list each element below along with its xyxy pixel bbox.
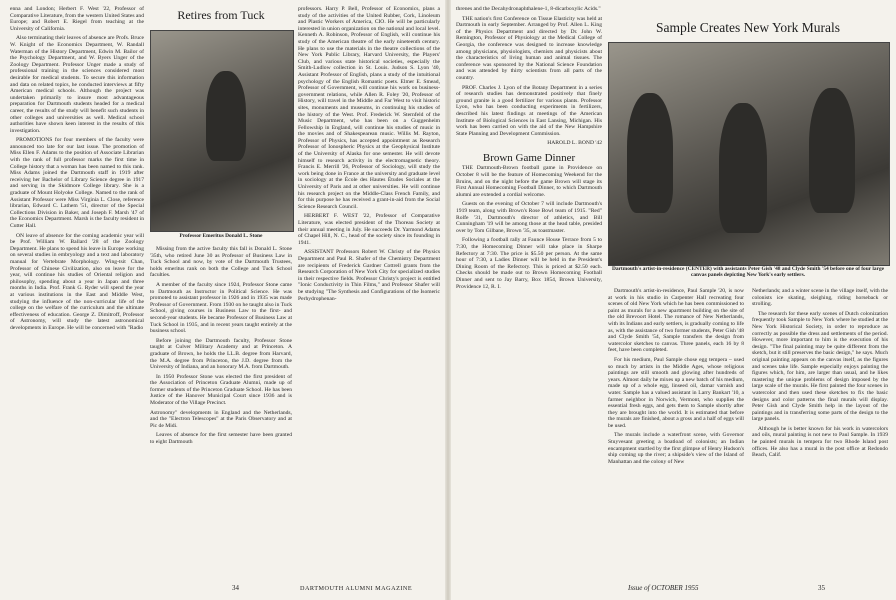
- murals-photo: [608, 42, 890, 266]
- paragraph: ASSISTANT Professors Robert W. Christy of the Physics Department and Paul R. Shafer of the Chemistry Department are recipients of Frederick Gardner Cottrell grants from the Research Corporation of New York City for specialized studies in their respective fields. Professor Christy's project is entitled "Ionic Conductivity in Thin Films," and Professor Shafer will be studying "The Synthesis and Configurations of the Isomeric Perhydrophenan-: [298, 249, 440, 302]
- stone-caption: Professor Emeritus Donald L. Stone: [179, 233, 263, 239]
- paragraph: Before joining the Dartmouth faculty, Professor Stone taught at Culver Military Academy and at Princeton. A graduate of Brown, he holds the LL.B. degree from Harvard, the M.A. degree from Princeton, the J.D. degree from the University of Indiana, and an honorary M.A. from Dartmouth.: [150, 337, 292, 371]
- figure-right: [809, 88, 855, 213]
- murals-caption: Dartmouth's artist-in-residence (CENTER) with assistants Peter Gish '48 and Clyde Smith '54 before one of four large canvas panels depicting New York's early settlers.: [611, 266, 885, 279]
- left-col-3: [298, 6, 440, 576]
- paragraph: Leaves of absence for the first semester have been granted to eight Dartmouth: [150, 432, 292, 446]
- paragraph: Also terminating their leaves of absence are Profs. Bruce W. Knight of the Economics Department, W. Randall Waterman of the History Department, Edwin M. Bailor of the Psychology Department, and W. Byers Unger of the Zoology Department. Professor Unger made a study of professional training in the sciences considered most desirable for medical students. To secure this information and data on related topics, he conducted interviews at fifty American medical schools. Although the project was undertaken primarily to insure most advantageous preparation for Dartmouth students headed for a medical career, the results of the study will benefit such students in other colleges and universities as well. Medical school authorities have shown keen interest in the results of this investigation.: [10, 35, 144, 134]
- left-page-number: 34: [232, 584, 239, 592]
- left-col-1: [10, 6, 144, 576]
- paragraph: The research for these early scenes of Dutch colonization frequently took Sample to New York where he studied at the New York Historical Society, in order to reproduce as correctly as possible the dress and settlements of the period. However, more important to him is the execution of his design. "The final painting may be quite different from the sketch, but it still preserves the basic design," he says. Much original painting appears on the canvas itself, as the figures and scenes take life. Sample especially enjoys painting the figures which, for him, are larger than usual, and he likes mastering the unique problems of design imposed by the large scale of the murals. He first painted the four scenes in watercolor and then used these sketches to fix the basic designs and color patterns the final murals will display. Peter Gish and Clyde Smith help in the layout of the paintings and in transferring some parts of the design to the large panels.: [752, 310, 888, 423]
- left-col-2: [150, 246, 292, 576]
- paragraph: PROMOTIONS for four members of the faculty were announced too late for our last issue. The promotion of Miss Ellen F. Adams to the position of Associate Librarian with the rank of full professor marks the first time in College history that a woman has been named to this rank. Miss Adams joined the Dartmouth staff in 1919 after receiving her Bachelor of Library Science degree in 1917 and serving in the Skidmore College library. She is a graduate of Mount Holyoke College. Named to the rank of Assistant Professor were Miss Virginia L. Close, reference librarian, Edward C. Lathem '51, director of the Special Collections Division in Baker, and Joseph F. Marsh '47 of the Economics Department. Marsh is the faculty resident in Cutter Hall.: [10, 137, 144, 229]
- retires-headline: Retires from Tuck: [177, 8, 265, 22]
- issue-date: Issue of OCTOBER 1955: [628, 584, 699, 592]
- sample-murals-headline: Sample Creates New York Murals: [655, 20, 841, 35]
- figure-left: [627, 93, 673, 213]
- author-signature: HAROLD L. BOND '42: [547, 140, 602, 147]
- brown-dinner-headline: Brown Game Dinner: [482, 151, 576, 164]
- paragraph: The murals include a waterfront scene, with Governor Stuyvesant greeting a boatload of colonists; an Indian encampment startled by the first glimpse of Henry Hudson's ship coming up the river; a shipside's view of the Island of Manhattan and the colony of New: [608, 432, 744, 465]
- stone-portrait-photo: [150, 30, 294, 232]
- magazine-name: DARTMOUTH ALUMNI MAGAZINE: [300, 585, 413, 592]
- right-page-number: 35: [818, 584, 825, 592]
- paragraph: threnes and the Decahydronaphthalene-1, 8-dicarboxylic Acids.": [456, 6, 601, 12]
- paragraph: Following a football rally at Faunce House Terrace from 5 to 7:30, the Homecoming Dinner will take place in Sharpe Refectory at 7:30. The price is $5.50 per person. At the same hour of 7:30, a Ladies Dinner will be held in the President's Dining Room of the Refectory. This is priced at $2.50 each. Checks should be made out to Brown Homecoming Football Dinner and sent to Jay Barry, Box 1854, Brown University, Providence 12, R. I.: [456, 237, 602, 290]
- right-page: [448, 0, 896, 600]
- paragraph: Guests on the evening of October 7 will include Dartmouth's 1919 team, along with Brown's Rose Bowl team of 1915. "Red" Rolfe '31, Dartmouth's director of athletics, and Bill Cunningham '19 will be among those at the head table, presided over by Tom Gilbane, Brown '35, as toastmaster.: [456, 201, 602, 234]
- right-col-2: [608, 288, 744, 576]
- paragraph: ON leave of absence for the coming academic year will be Prof. William W. Ballard '28 of the Zoology Department. He plans to spend his leave in Europe working on several studies in embryology and a text and laboratory manual for Vertebrate Morphology. Wing-tsit Chan, Professor of Chinese Civilization, also on leave for the year, will continue his studies of Oriental religion and philosophy, spending about a year in Japan and three months in India. Prof. Frank G. Ryder will spend the year at various institutions in the East and Middle West, studying the influence of the non-curricular life of the college on the welfare of the curriculum and the ultimate effectiveness of education. George Z. Dimitroff, Professor of Astronomy, will study the latest astronomical developments in Europe. He will be concerned with "Radio: [10, 232, 144, 331]
- paragraph: THE Dartmouth-Brown football game in Providence on October 8 will be the feature of Homecoming Weekend for the Bruins, and on the night before the game Brown will stage its First Annual Homecoming Football Dinner, to which Dartmouth alumni are extended a cordial welcome.: [456, 165, 602, 198]
- paragraph: THE nation's first Conference on Tissue Elasticity was held at Dartmouth in early September. Arranged by Prof. Allen L. King of the Physics Department and directed by Dr. John W. Remington, Professor of Physiology at the Medical College of Georgia, the conference was designed to increase knowledge among physicians, physiologists, chemists and physicists about the characteristics of living human and animal tissues. The conference was sponsored by the National Science Foundation and was attended by thirty scientists from all parts of the country.: [456, 15, 602, 81]
- paragraph: Missing from the active faculty this fall is Donald L. Stone '35th, who retired June 30 as Professor of Business Law in Tuck School and now, by vote of the Dartmouth Trustees, holds emeritus rank on both the College and Tuck School faculties.: [150, 246, 292, 279]
- portrait-figure: [206, 71, 246, 161]
- figure-center: [719, 103, 767, 233]
- right-col-1: [456, 6, 602, 576]
- paragraph: PROF. Charles J. Lyon of the Botany Department in a series of research studies has demonstrated positively that finely ground granite is a good fertilizer for various plants. Professor Lyon, who has been conducting experiments in fertilizers, described his latest findings at meetings of the American Institute of Biological Sciences in East Lansing, Michigan. His work has been carried on with the aid of the New Hampshire State Planning and Development Commission.: [456, 84, 602, 137]
- paragraph: professors. Harry P. Bell, Professor of Economics, plans a study of the activities of the United Rubber, Cork, Linoleum and Plastic Workers of America, CIO. He will be particularly interested in union organization on the national and local level. Kenneth A. Robinson, Professor of English, will continue his study of the American theatre of the early nineteenth century. He plans to use the materials in the theatre collections of the New York Public Library, Harvard University, the Players' Club, and various state historical societies, especially the Smith-Ludlow collection in St. Louis. Judson S. Lyon '40, Assistant Professor of English, plans a study of the intuitional psychology of the English Romantic poets. Elmer E. Smead, Professor of Government, will continue his work on business-government relations, while Allen R. Foley '20, Professor of History, will travel in the Middle and Far West to visit historic sites, monuments and museums, in continuing his studies of the history of the West. Prof. Frederick W. Sternfeld of the Music Department, who has been on a Guggenheim Fellowship in England, will continue his studies of music in the movies and of Shakespearean music. Willis M. Rayton, Professor of Physics, has accepted appointment as Research Professor of Ionospheric Physics at the Geophysical Institute of the University of Alaska for one semester. He will devote himself to research activity in the electromagnetic theory. Francis E. Merrill '26, Professor of Sociology, will study the work being done in France at the university and graduate level in sociology at the École des Hautes Études Sociales at the University of Paris and at other universities. He will continue his research project on the Middle-Class French Family, and for this purpose he has received a grant-in-aid from the Social Science Research Council.: [298, 6, 440, 210]
- paragraph: Netherlands; and a winter scene in the village itself, with the colonists ice skating, sleighing, riding horseback or strolling.: [752, 288, 888, 308]
- paragraph: A member of the faculty since 1924, Professor Stone came to Dartmouth as Instructor in Political Science. He was promoted to assistant professor in 1926 and in 1935 was made Professor of Government. From 1930 on he taught also in Tuck School, giving courses in Business Law to the first- and second-year students. He became Professor of Business Law at Tuck School in 1935, and in recent years taught entirely at the business school.: [150, 281, 292, 335]
- paragraph: For his medium, Paul Sample chose egg tempera – used so much by artists in the Middle Ages, whose religious paintings are still smooth and glowing after hundreds of years. Almost daily he mixes up a new batch of his medium, made up of a whole egg, linseed oil, damar varnish and water. Sample has a valued assistant in Larry Bankart '10, a farmer neighbor in Norwich, Vermont, who supplies the essential fresh eggs, and gets them to Sample shortly after they are brought into the world. It is estimated that before the murals are finished, about a gross and a half of eggs will be used.: [608, 356, 744, 429]
- paragraph: Astronomy" developments in England and the Netherlands, and the "Electron Telescopes" at the Paris Observatory and at Pic de Midi.: [150, 409, 292, 429]
- paragraph: Although he is better known for his work in watercolors and oils, mural painting is not new to Paul Sample. In 1939 he painted murals in tempera for two Rhode Island post offices. He also has a mural in the post office at Redondo Beach, Calif.: [752, 425, 888, 459]
- paragraph: Dartmouth's artist-in-residence, Paul Sample '20, is now at work in his studio in Carpenter Hall recreating four scenes of old New York which he has been commissioned to paint as murals for a new apartment building on the site of the old Brevoort Hotel. The romance of New Netherlands, with its Indians and early settlers, is gradually coming to life as, with the assistance of two former students, Peter Gish '48 and Clyde Smith '54, Sample transfers the design from watercolor sketches to canvas. Three panels, each 16 by 8 feet, have been completed.: [608, 288, 744, 354]
- paragraph: In 1950 Professor Stone was elected the first president of the Association of Princeton Graduate Alumni, made up of former students of the Princeton Graduate School. He has been Justice of the Hanover Municipal Court since 1936 and is Moderator of the Village Precinct.: [150, 373, 292, 407]
- paragraph: HERBERT F. WEST '22, Professor of Comparative Literature, was elected president of the Thoreau Society at their annual meeting in July. He succeeds Dr. Yarmond Adams of Chapel Hill, N. C., head of the society since its founding in 1941.: [298, 213, 440, 246]
- right-col-3: [752, 288, 888, 576]
- paragraph: enna and London; Herbert F. West '22, Professor of Comparative Literature, from the western United States and Europe; and Robert E. Riegel from teaching at the University of California.: [10, 6, 144, 32]
